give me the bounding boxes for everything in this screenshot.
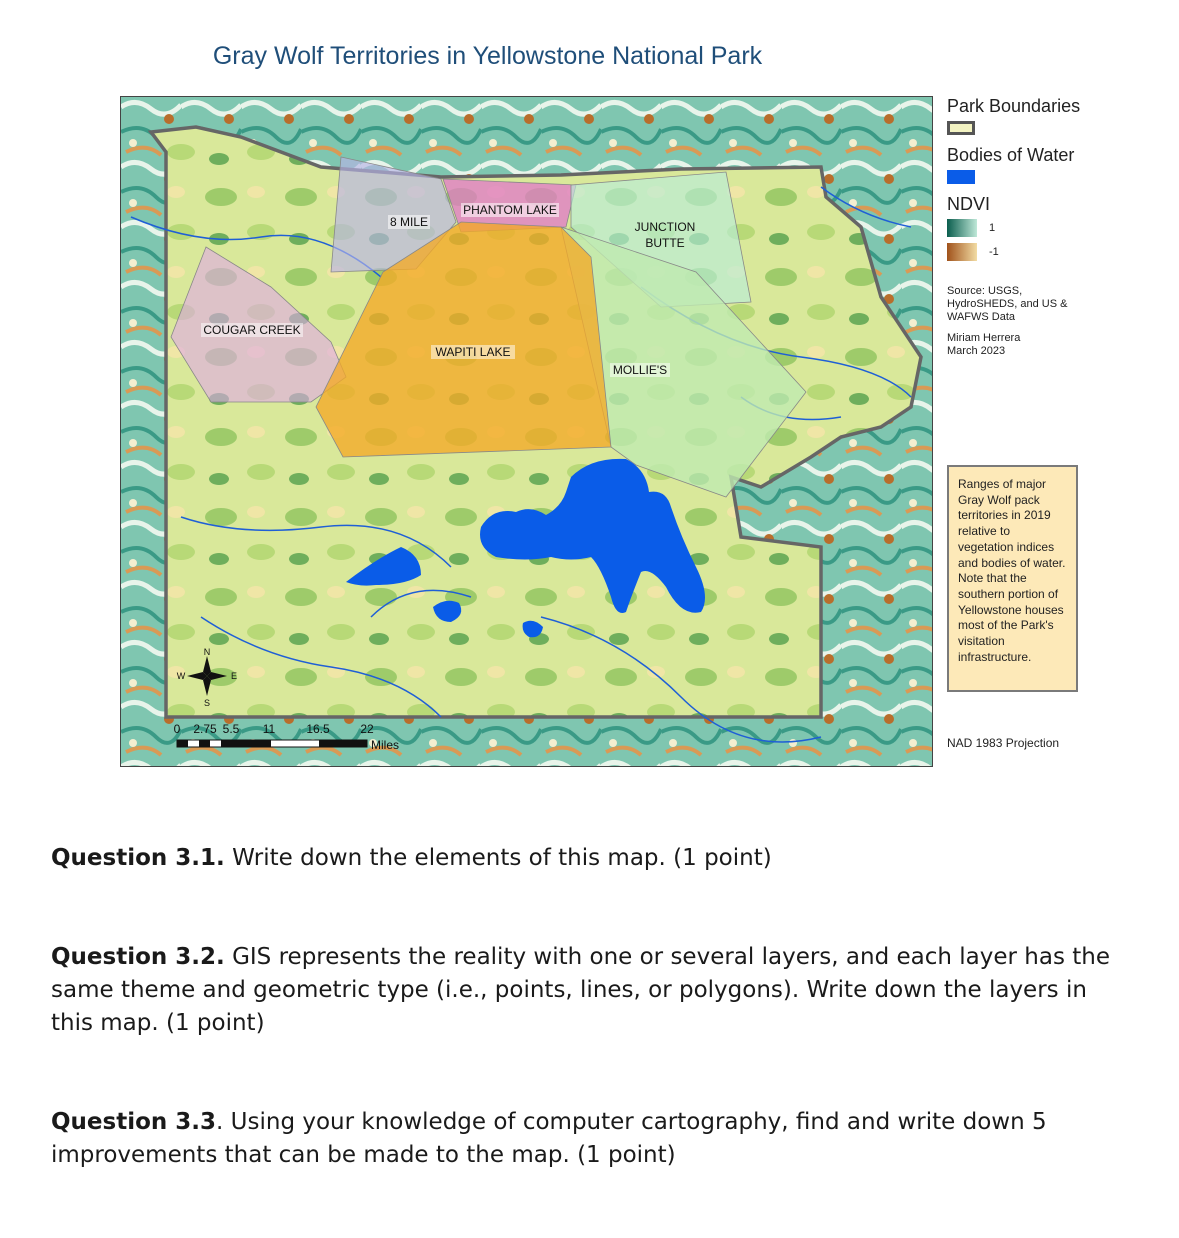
question-3-3-label: Question 3.3 [51,1109,217,1135]
legend-ndvi-label: NDVI [947,194,991,214]
label-phantom-lake: PHANTOM LAKE [463,203,557,217]
question-3-1-text: Write down the elements of this map. (1 point) [224,845,772,871]
legend [947,96,1167,358]
legend-bodies-of-water-label: Bodies of Water [947,145,1075,165]
ndvi-low-label: -1 [989,246,999,258]
ndvi-high-swatch [947,219,977,237]
compass-w: W [176,671,186,681]
compass-s: S [203,698,211,708]
scale-tick-3: 11 [262,722,276,736]
projection-label: NAD 1983 Projection [947,736,1060,750]
legend-park-boundaries-swatch [947,121,975,135]
map-canvas [121,97,933,767]
map-frame [120,96,933,767]
scale-tick-0: 0 [173,722,181,736]
scale-tick-1: 2.75 [193,722,217,736]
legend-date: March 2023 [947,345,1006,357]
label-mollies: MOLLIE'S [612,363,668,377]
compass-n: N [203,647,211,657]
question-3-2-text: GIS represents the reality with one or several layers, and each layer has the same theme and geometric type (i.e., points, lines, or polygons). Write down the layers in this map. (1 point) [51,944,1110,1036]
question-3-1 [51,842,1131,875]
scale-tick-5: 22 [360,722,374,736]
label-junction-butte-line2: BUTTE [645,236,685,250]
legend-ndvi-ramp [947,219,977,261]
label-wapiti-lake: WAPITI LAKE [435,345,511,359]
scale-unit: Miles [371,738,400,752]
compass-e: E [230,671,238,681]
question-3-1-label: Question 3.1. [51,845,225,871]
legend-bodies-of-water-swatch [947,170,975,184]
legend-source: Source: USGS, HydroSHEDS, and US & WAFWS Data [947,285,1068,323]
label-eight-mile: 8 MILE [389,215,429,229]
map-title: Gray Wolf Territories in Yellowstone National Park [212,42,763,70]
legend-author: Miriam Herrera [947,332,1021,344]
label-cougar-creek: COUGAR CREEK [203,323,301,337]
question-3-3-text: . Using your knowledge of computer cartography, find and write down 5 improvements that can be made to the map. (1 point) [51,1109,1047,1168]
scale-tick-4: 16.5 [306,722,330,736]
legend-ndvi-ramp-row [947,219,1167,267]
legend-park-boundaries-label: Park Boundaries [947,96,1081,116]
map-note-box: Ranges of major Gray Wolf pack territories in 2019 relative to vegetation indices and bodies of water. Note that the southern portion of Yellowstone houses most of the Park's visitation infrastructure. [947,465,1078,692]
question-3-3 [51,1106,1131,1172]
ndvi-low-swatch [947,243,977,261]
ndvi-high-label: 1 [989,222,996,234]
label-junction-butte-line1: JUNCTION [634,220,696,234]
scale-tick-2: 5.5 [222,722,240,736]
question-3-2 [51,941,1131,1040]
question-3-2-label: Question 3.2. [51,944,225,970]
